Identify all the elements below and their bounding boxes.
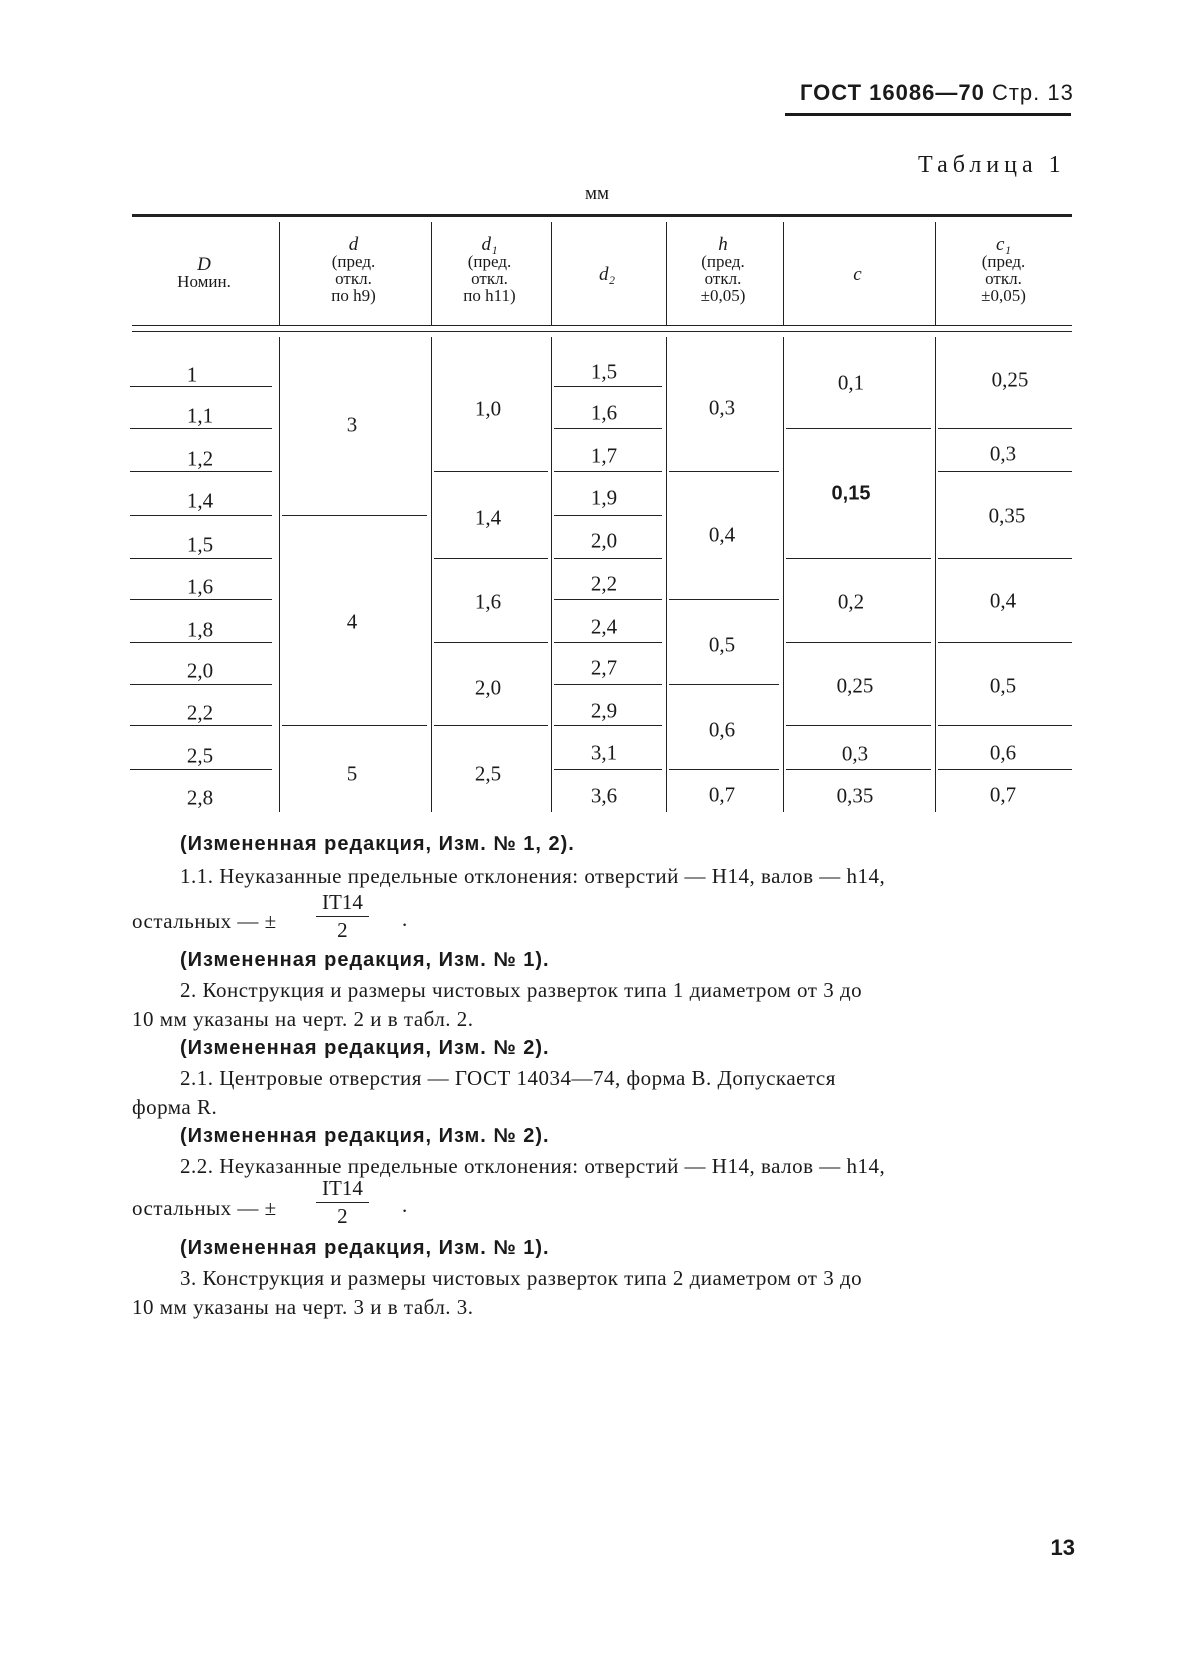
col-header-d1: d₁ (пред. откл. по h11) (463, 234, 516, 305)
d1-value: 1,6 (474, 589, 502, 614)
D-value: 1,1 (186, 403, 214, 428)
paragraph-3-line-2: 10 мм указаны на черт. 3 и в табл. 3. (132, 1295, 474, 1319)
group-rule (669, 684, 779, 685)
group-rule (434, 471, 548, 472)
row-rule (554, 428, 662, 429)
c-value: 0,2 (837, 589, 865, 614)
paragraph-2-2: 2.2. Неуказанные предельные отклонения: отверстий — H14, валов — h14, (180, 1154, 886, 1178)
row-rule (554, 684, 662, 685)
group-rule (434, 558, 548, 559)
row-rule (130, 558, 272, 559)
d2-value: 1,9 (590, 485, 618, 510)
paragraph-2-1-line-1: 2.1. Центровые отверстия — ГОСТ 14034—74, форма B. Допускается (180, 1066, 836, 1090)
c1-value: 0,3 (989, 441, 1017, 466)
group-rule (669, 471, 779, 472)
D-value: 1,4 (186, 488, 214, 513)
row-rule (130, 515, 272, 516)
paragraph-2-1-line-2: форма R. (132, 1095, 218, 1119)
h-value: 0,3 (708, 395, 736, 420)
revision-note: (Измененная редакция, Изм. № 2). (180, 1125, 550, 1147)
header-divider (551, 222, 552, 325)
h-value: 0,4 (708, 522, 736, 547)
col-header-D: D Номин. (177, 254, 231, 291)
row-rule (130, 386, 272, 387)
d2-value: 1,5 (590, 359, 618, 384)
group-rule (938, 471, 1072, 472)
d1-value: 1,4 (474, 505, 502, 530)
d2-value: 1,7 (590, 443, 618, 468)
D-value: 2,5 (186, 743, 214, 768)
group-rule (434, 725, 548, 726)
body-divider (431, 337, 432, 812)
col-header-c: c (853, 264, 862, 285)
c1-value: 0,5 (989, 673, 1017, 698)
header-divider (431, 222, 432, 325)
d1-value: 2,0 (474, 675, 502, 700)
header-rule (785, 113, 1071, 116)
c1-value: 0,4 (989, 588, 1017, 613)
page-number: 13 (1050, 1535, 1075, 1560)
D-value: 1 (186, 362, 198, 387)
group-rule (282, 725, 427, 726)
fraction-denominator: 2 (337, 1204, 348, 1228)
d2-value: 3,1 (590, 740, 618, 765)
fraction-numerator: IT14 (316, 890, 369, 917)
header-divider (935, 222, 936, 325)
paragraph-2-2-cont: остальных — ± (132, 1196, 277, 1220)
table-unit: мм (585, 183, 610, 204)
d2-value: 2,7 (590, 655, 618, 680)
h-value: 0,7 (708, 782, 736, 807)
header-divider (666, 222, 667, 325)
d-value: 5 (346, 761, 358, 786)
group-rule (938, 558, 1072, 559)
d1-value: 2,5 (474, 761, 502, 786)
fraction-dot: . (402, 1193, 408, 1217)
d-value: 4 (346, 609, 358, 634)
page-label: Стр. 13 (991, 80, 1074, 105)
group-rule (282, 515, 427, 516)
c-value: 0,3 (841, 741, 869, 766)
row-rule (554, 386, 662, 387)
body-divider (666, 337, 667, 812)
row-rule (554, 515, 662, 516)
page-header (800, 80, 1074, 106)
row-rule (130, 684, 272, 685)
row-rule (554, 769, 662, 770)
d2-value: 2,0 (590, 528, 618, 553)
fraction-it14 (316, 890, 369, 943)
revision-note: (Измененная редакция, Изм. № 1, 2). (180, 833, 575, 855)
d2-value: 2,2 (590, 571, 618, 596)
d2-value: 2,4 (590, 614, 618, 639)
c-value: 0,25 (836, 673, 874, 698)
c-value: 0,15 (831, 482, 871, 505)
c-value: 0,1 (837, 370, 865, 395)
col-header-d: d (пред. откл. по h9) (331, 234, 376, 305)
group-rule (938, 642, 1072, 643)
standard-number: ГОСТ 16086—70 (800, 80, 985, 105)
d-value: 3 (346, 412, 358, 437)
c1-value: 0,25 (991, 367, 1029, 392)
header-divider (279, 222, 280, 325)
header-divider (783, 222, 784, 325)
header-bottom-rule-1 (132, 325, 1072, 326)
row-rule (554, 599, 662, 600)
group-rule (669, 769, 779, 770)
group-rule (786, 769, 931, 770)
col-header-c1: c₁ (пред. откл. ±0,05) (981, 234, 1026, 305)
group-rule (786, 428, 931, 429)
paragraph-1-1: 1.1. Неуказанные предельные отклонения: отверстий — H14, валов — h14, (180, 864, 886, 888)
D-value: 1,8 (186, 617, 214, 642)
col-header-h: h (пред. откл. ±0,05) (700, 234, 746, 305)
paragraph-2-line-2: 10 мм указаны на черт. 2 и в табл. 2. (132, 1007, 474, 1031)
group-rule (786, 558, 931, 559)
h-value: 0,5 (708, 632, 736, 657)
fraction-it14 (316, 1176, 369, 1229)
body-divider (935, 337, 936, 812)
D-value: 2,8 (186, 785, 214, 810)
c1-value: 0,35 (988, 503, 1026, 528)
table-top-rule (132, 214, 1072, 217)
group-rule (938, 725, 1072, 726)
D-value: 1,5 (186, 532, 214, 557)
d2-value: 1,6 (590, 400, 618, 425)
group-rule (786, 725, 931, 726)
table-title: Таблица 1 (918, 152, 1066, 178)
group-rule (669, 599, 779, 600)
c1-value: 0,6 (989, 740, 1017, 765)
row-rule (554, 642, 662, 643)
c-value: 0,35 (836, 783, 874, 808)
D-value: 1,2 (186, 446, 214, 471)
c1-value: 0,7 (989, 782, 1017, 807)
paragraph-2-line-1: 2. Конструкция и размеры чистовых разверток типа 1 диаметром от 3 до (180, 978, 863, 1002)
body-divider (783, 337, 784, 812)
row-rule (130, 769, 272, 770)
group-rule (938, 428, 1072, 429)
d2-value: 3,6 (590, 783, 618, 808)
group-rule (938, 769, 1072, 770)
fraction-denominator: 2 (337, 918, 348, 942)
row-rule (554, 471, 662, 472)
row-rule (554, 558, 662, 559)
D-value: 1,6 (186, 574, 214, 599)
col-header-d2: d₂ (598, 264, 616, 285)
d2-value: 2,9 (590, 698, 618, 723)
body-divider (279, 337, 280, 812)
paragraph-3-line-1: 3. Конструкция и размеры чистовых разверток типа 2 диаметром от 3 до (180, 1266, 863, 1290)
fraction-dot: . (402, 907, 408, 931)
paragraph-1-1-cont: остальных — ± (132, 909, 277, 933)
revision-note: (Измененная редакция, Изм. № 1). (180, 949, 550, 971)
revision-note: (Измененная редакция, Изм. № 2). (180, 1037, 550, 1059)
d1-value: 1,0 (474, 396, 502, 421)
header-bottom-rule-2 (132, 331, 1072, 332)
group-rule (434, 642, 548, 643)
revision-note: (Измененная редакция, Изм. № 1). (180, 1237, 550, 1259)
group-rule (786, 642, 931, 643)
body-divider (551, 337, 552, 812)
row-rule (554, 725, 662, 726)
fraction-numerator: IT14 (316, 1176, 369, 1203)
h-value: 0,6 (708, 717, 736, 742)
D-value: 2,0 (186, 658, 214, 683)
D-value: 2,2 (186, 700, 214, 725)
